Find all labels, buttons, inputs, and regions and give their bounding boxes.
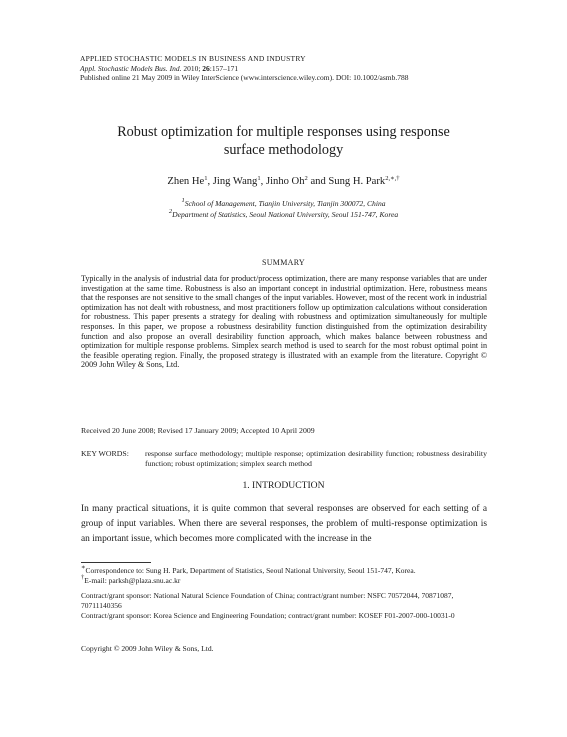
affiliation: $^2$Department of Statistics, Seoul National University, Seoul 151-747, Korea	[168, 208, 399, 219]
summary-heading: SUMMARY	[261, 258, 305, 267]
author: Jing Wang$^1$,	[212, 175, 266, 187]
footnotes	[81, 566, 487, 621]
copyright-notice: Copyright © 2009 John Wiley & Sons, Ltd.	[81, 644, 214, 653]
received-dates: Received 20 June 2008; Revised 17 January 2009; Accepted 10 April 2009	[81, 426, 315, 435]
keywords-list: response surface methodology; multiple response; optimization desirability function; robustness desirability function; robust optimization; simplex search method	[145, 449, 487, 468]
abstract-text: Typically in the analysis of industrial data for product/process optimization, there are many response variables that are under investigation at the same time. Robustness is also an important concept in industrial optimization. Here, robustness means that the responses are not sensitive to the small changes of the input variables. However, most of the recent work in industrial optimization has not dealt with robustness, and most practitioners follow up optimization calculations without consideration for robustness. This paper presents a strategy for dealing with robustness and optimization simultaneously for multiple responses. In this paper, we propose a robustness desirability function distinguished from the optimization desirability function and also propose an overall desirability function approach, which makes balance between robustness and optimization for multiple response problems. Simplex search method is used to search for the most robust optimal point in the feasible operating region. Finally, the proposed strategy is illustrated with an example from the literature. Copyright © 2009 John Wiley & Sons, Ltd.	[81, 274, 487, 370]
author: Jinho Oh$^2$ and	[265, 175, 329, 187]
author-list	[60, 176, 507, 187]
journal-name: APPLIED STOCHASTIC MODELS IN BUSINESS AND INDUSTRY	[80, 54, 306, 63]
affiliations	[60, 198, 507, 220]
footnote-sponsor: Contract/grant sponsor: National Natural Science Foundation of China; contract/grant number: NSFC 70572044, 70871087, 70711140356	[81, 591, 454, 611]
keywords	[81, 449, 487, 468]
author: Zhen He$^1$,	[167, 175, 213, 187]
section-heading-introduction: 1. INTRODUCTION	[242, 480, 325, 491]
keywords-label: KEY WORDS:	[81, 449, 129, 458]
journal-citation: Appl. Stochastic Models Bus. Ind. 2010; 26:157–171	[80, 63, 239, 73]
journal-header	[80, 54, 500, 83]
affiliation: $^1$School of Management, Tianjin University, Tianjin 300072, China	[181, 197, 386, 208]
author: Sung H. Park$^{2,∗,\dagger}$	[328, 175, 400, 187]
footnote-rule	[81, 562, 151, 563]
footnote-correspondence: ∗Correspondence to: Sung H. Park, Department of Statistics, Seoul National University, Seoul 151-747, Korea.	[81, 564, 416, 575]
introduction-text: In many practical situations, it is quite common that several responses are observed for each setting of a group of input variables. When there are several responses, the problem of multi-response optimization is an important issue, which becomes more complicated with the increase in the	[81, 504, 487, 545]
publication-info: Published online 21 May 2009 in Wiley InterScience (www.interscience.wiley.com). DOI: 10.1002/asmb.788	[80, 73, 409, 83]
footnote-email: †E-mail: parksh@plaza.snu.ac.kr	[81, 573, 181, 585]
paper-title: Robust optimization for multiple responses using response surface methodology	[117, 124, 450, 158]
footnote-sponsor: Contract/grant sponsor: Korea Science and Engineering Foundation; contract/grant number: KOSEF F01-2007-000-10031-0	[81, 610, 455, 620]
